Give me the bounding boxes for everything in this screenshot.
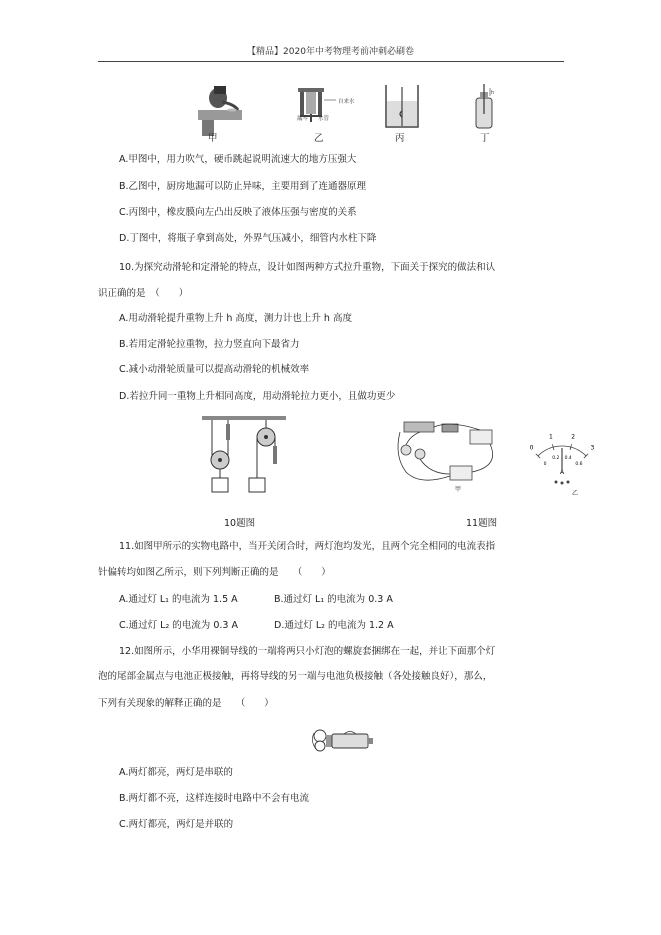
fig9-label-jia: 甲 [208, 133, 218, 144]
q10-stem-line2: 识正确的是 （ ） [98, 288, 189, 299]
fig11-circuit-label: 甲 [455, 486, 462, 493]
fig9-jia-illustration [192, 84, 244, 138]
ammeter-scale-top-label: 3 [590, 444, 595, 452]
fig12-bulbs-battery-illustration [310, 727, 378, 753]
q11-stem-line2: 针偏转均如图乙所示，则下列判断正确的是 （ ） [98, 567, 331, 578]
q11-option-d: D.通过灯 L₂ 的电流为 1.2 A [274, 620, 394, 631]
q9-option-d: D.丁图中，将瓶子拿到高处，外界气压减小，细管内水柱下降 [119, 233, 377, 244]
ammeter-terminal [561, 482, 564, 485]
q12-option-c: C.两灯都亮，两灯是并联的 [119, 819, 234, 830]
page-header: 【精品】2020年中考物理考前冲刺必刷卷 [247, 47, 414, 57]
ammeter-scale-top-label: 0 [529, 444, 534, 452]
ammeter-terminal [555, 481, 558, 484]
q10-option-c: C.减小动滑轮质量可以提高动滑轮的机械效率 [119, 364, 310, 375]
header-rule [98, 61, 564, 62]
fig9-label-yi: 乙 [314, 133, 324, 144]
fig9-bing-illustration [384, 83, 420, 129]
fig9-label-ding: 丁 [480, 133, 490, 144]
q12-stem-line1: 12.如图所示，小华用裸铜导线的一端将两只小灯泡的螺旋套捆绑在一起，并让下面那个灯 [119, 646, 496, 657]
ammeter-scale-bottom-label: 0.6 [575, 462, 583, 468]
ammeter-scale-bottom-label: 0 [543, 462, 547, 468]
svg-text:h: h [491, 90, 495, 96]
q11-option-c: C.通过灯 L₂ 的电流为 0.3 A [119, 620, 238, 631]
fig11-caption: 11题图 [466, 518, 498, 529]
q11-stem-line1: 11.如图甲所示的实物电路中，当开关闭合时，两灯泡均发光，且两个完全相同的电流表指 [119, 541, 496, 552]
q9-option-b: B.乙图中，厨房地漏可以防止异味，主要用到了连通器原理 [119, 181, 367, 192]
q12-option-b: B.两灯都不亮，这样连接时电路中不会有电流 [119, 793, 310, 804]
fig10-pulley-illustration [198, 416, 290, 496]
q10-option-a: A.用动滑轮提升重物上升 h 高度，测力计也上升 h 高度 [119, 313, 352, 324]
q10-option-b: B.若用定滑轮拉重物，拉力竖直向下最省力 [119, 339, 300, 350]
fig9-yi-callout-3: 水管 [318, 116, 330, 122]
fig11-circuit-illustration [390, 416, 498, 498]
ammeter-scale-bottom-label: 0.4 [564, 455, 572, 461]
q10-stem-line1: 10.为探究动滑轮和定滑轮的特点，设计如图两种方式拉升重物，下面关于探究的做法和认 [119, 262, 496, 273]
fig9-label-bing: 丙 [395, 133, 405, 144]
q12-stem-line2: 泡的尾部金属点与电池正极接触，再将导线的另一端与电池负极接触（各处接触良好），那么， [98, 671, 493, 682]
q11-option-b: B.通过灯 L₁ 的电流为 0.3 A [274, 594, 393, 605]
fig10-caption: 10题图 [224, 518, 256, 529]
fig9-yi-callout-1: 自来水 [338, 99, 355, 105]
ammeter-unit: A [559, 469, 565, 476]
q9-option-a: A.甲图中，用力吹气，硬币跳起说明流速大的地方压强大 [119, 154, 357, 165]
q10-option-d: D.若拉升同一重物上升相同高度，用动滑轮拉力更小，且做功更少 [119, 391, 396, 402]
q11-option-a: A.通过灯 L₁ 的电流为 1.5 A [119, 594, 238, 605]
ammeter-scale-top-label: 2 [571, 433, 576, 441]
ammeter-scale-bottom-label: 0.2 [552, 455, 560, 461]
q9-option-c: C.丙图中，橡皮膜向左凸出反映了液体压强与密度的关系 [119, 207, 357, 218]
fig11-meter-label: 乙 [572, 490, 579, 497]
ammeter-scale-top-label: 1 [548, 433, 553, 441]
q12-stem-line3: 下列有关现象的解释正确的是 （ ） [98, 698, 274, 709]
fig11-ammeter-dial [512, 430, 612, 488]
fig9-yi-callout-2: 漏斗 [297, 116, 309, 122]
fig9-ding-illustration [468, 84, 498, 130]
q12-option-a: A.两灯都亮，两灯是串联的 [119, 767, 233, 778]
ammeter-terminal [567, 481, 570, 484]
